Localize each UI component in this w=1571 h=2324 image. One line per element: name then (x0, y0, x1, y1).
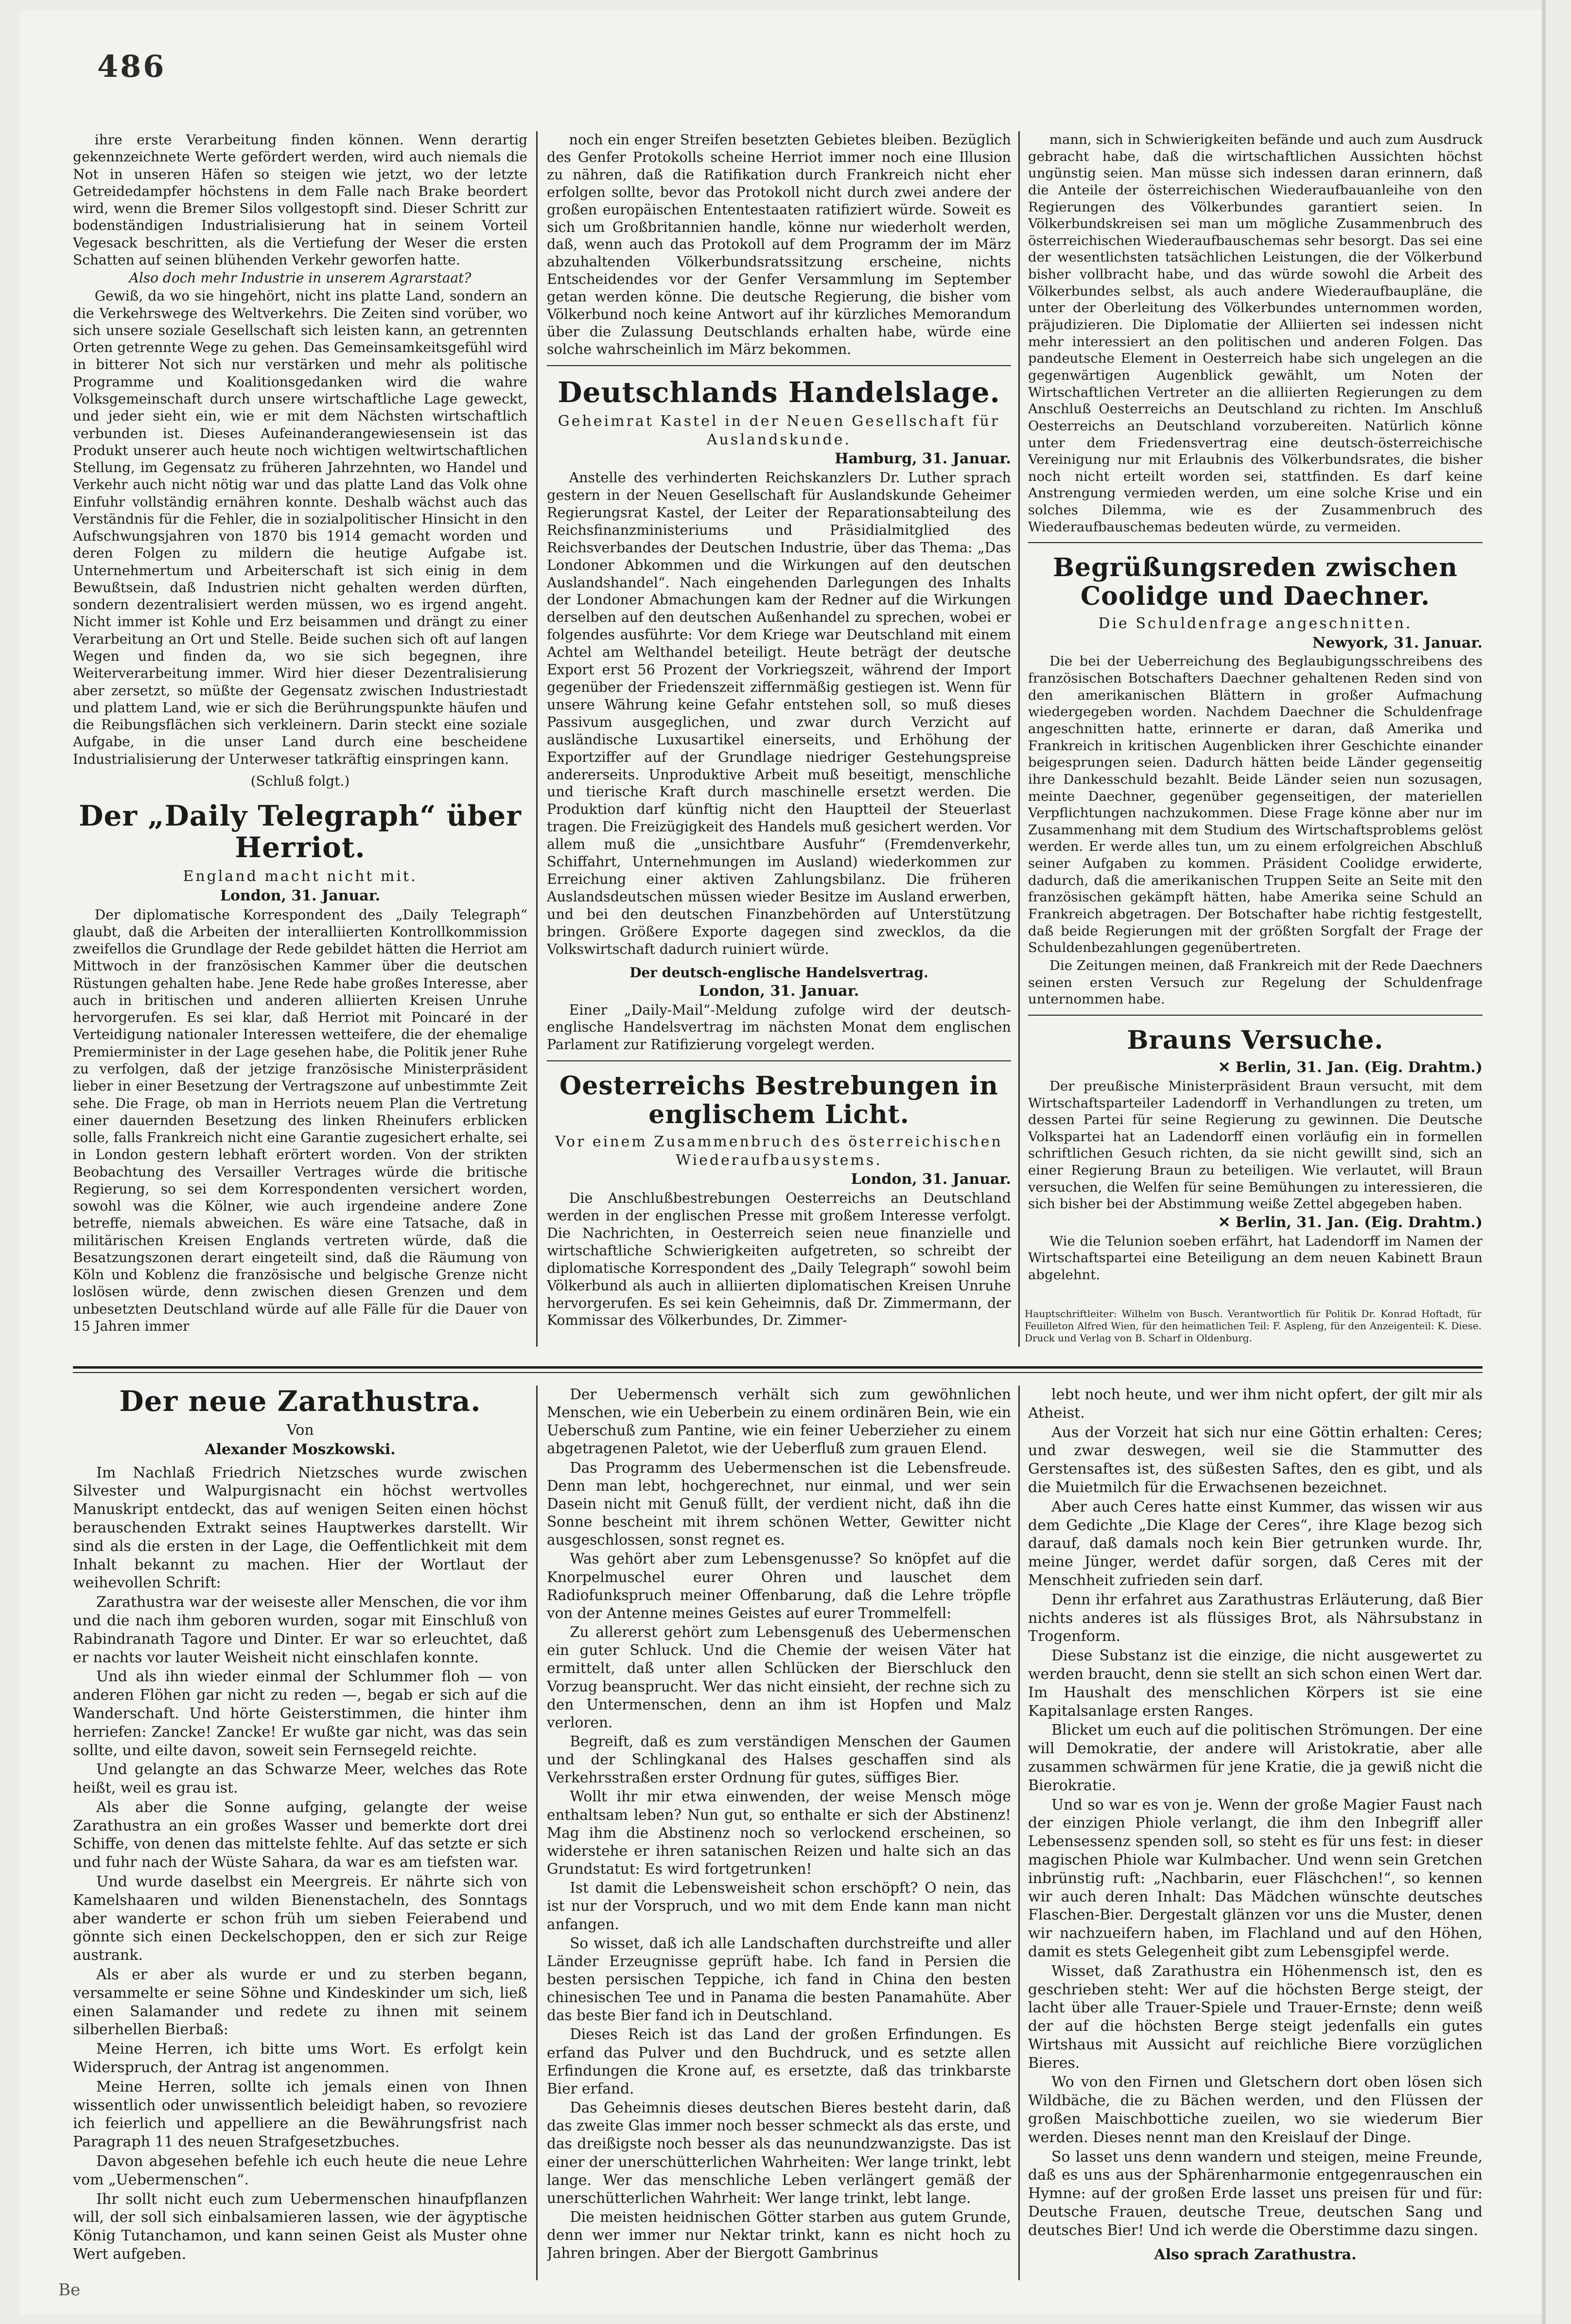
column-divider (536, 1386, 538, 2280)
dateline: ✕ Berlin, 31. Jan. (Eig. Drahtm.) (1218, 1059, 1483, 1076)
closing-line: Also sprach Zarathustra. (1154, 2246, 1357, 2263)
dateline: London, 31. Januar. (698, 982, 859, 1000)
dateline: Hamburg, 31. Januar. (835, 450, 1011, 468)
headline-coolidge: Begrüßungsreden zwischen Coolidge und Daechner. (1053, 553, 1458, 611)
paragraph: Wie die Telunion soeben erfährt, hat Ladendorff im Namen der Wirtschaftspartei eine Beteiligung an dem neuen Kabinett Braun abgelehnt. (1028, 1233, 1483, 1283)
feuilleton-column-1 (73, 1386, 527, 2280)
paragraph: Der Uebermensch verhält sich zum gewöhnlichen Menschen, wie ein Ueberbein zu einem ordinären Bein, wie ein Ueberschuß zum Pantine, wie ein feiner Ueberzieher zu einem abgetragenen Paletot, wie der Ueberfluß zum grauen Elend. (547, 1386, 1011, 1457)
column-3 (1028, 131, 1483, 1303)
headline-handelslage: Deutschlands Handelslage. (558, 375, 1000, 409)
subhead: Geheimrat Kastel in der Neuen Gesellschaft für Auslandskunde. (558, 412, 1000, 448)
column-divider (1018, 131, 1020, 1347)
paragraph: Aber auch Ceres hatte einst Kummer, das wissen wir aus dem Gedichte „Die Klage der Ceres“, ihre Klage bezog sich darauf, daß damals noch kein Bier getrunken wurde. Ihr, meine Jünger, werdet dafür sorgen, daß Ceres mit der Menschheit zufrieden sein darf. (1028, 1498, 1483, 1589)
author: Alexander Moszkowski. (205, 1441, 396, 1458)
paragraph: Die Zeitungen meinen, daß Frankreich mit der Rede Daechners seinen ersten Versuch zur Regelung der Schuldenfrage unternommen habe. (1028, 957, 1483, 1007)
feuilleton-headline: Der neue Zarathustra. (119, 1386, 481, 1418)
dateline: ✕ Berlin, 31. Jan. (Eig. Drahtm.) (1218, 1214, 1483, 1232)
paragraph: Ihr sollt nicht euch zum Uebermenschen hinaufpflanzen will, der soll sich einbalsamieren lassen, wie der ägyptische König Tutanchamon, und kann seinen Geist als Muster ohne Wert aufgeben. (73, 2190, 527, 2263)
feuilleton-column-2 (547, 1386, 1011, 2280)
section-rule (1028, 542, 1483, 543)
section-rule (1028, 1015, 1483, 1016)
paragraph: Wo von den Firnen und Gletschern dort oben lösen sich Wildbäche, die zu Bächen werden, und den Flüssen der großen Maischbottiche zueilen, wo sie wiederum Bier werden. Dieses nennt man den Kreislauf der Dinge. (1028, 2074, 1483, 2146)
paragraph: mann, sich in Schwierigkeiten befände und auch zum Ausdruck gebracht habe, daß die wirtschaftlichen Aussichten höchst ungünstig seien. Man müsse sich indessen daran erinnern, daß die Anteile der österreichischen Wiederaufbauanleihe von den Regierungen des Völkerbundes garantiert seien. In Völkerbundskreisen sei man um mögliche Zusammenbruch des österreichischen Wiederaufbauschemas sehr besorgt. Das sei eine der wesentlichsten tatsächlichen Leistungen, die der Völkerbund bisher vollbracht habe, und das würde sowohl die Arbeit des Völkerbundes selbst, als auch andere Wiederaufbaupläne, die unter der Oberleitung des Völkerbundes unternommen worden, präjudizieren. Die Diplomatie der Alliierten sei indessen nicht mehr interessiert an den politischen und anderen Folgen. Das pandeutsche Element in Oesterreich habe sich ungelegen an die gegenwärtigen Augenblick gewählt, um Noten der Wirtschaftlichen Vertreter an die alliierten Regierungen zu dem Anschluß Oesterreichs an Deutschland zu richten. Im Anschluß Oesterreichs an Deutschland vorzubereiten. Natürlich könne unter dem Friedensvertrag eine deutsch-österreichische Vereinigung nur mit Erlaubnis des Völkerbundsrates, die bisher noch nicht erteilt worden sei, stattfinden. Es darf keine Anstrengung vermieden werden, um eine solche Krise und ein solches Dilemma, wie es der Zusammenbruch des Wiederaufbauschemas bedeuten würde, zu vermeiden. (1028, 132, 1483, 535)
paragraph: Denn ihr erfahret aus Zarathustras Erläuterung, daß Bier nichts anderes ist als flüssiges Brot, als Nährsubstanz in Trogenform. (1028, 1591, 1483, 1645)
paragraph: Meine Herren, sollte ich jemals einen von Ihnen wissentlich oder unwissentlich beleidigt haben, so revoziere ich feierlich und appelliere an die Bewährungsfrist nach Paragraph 11 des neuen Strafgesetzbuches. (73, 2078, 527, 2151)
paragraph: Und gelangte an das Schwarze Meer, welches das Rote heißt, weil es grau ist. (73, 1761, 527, 1797)
paragraph: Das Programm des Uebermenschen ist die Lebensfreude. Denn man lebt, hochgerechnet, nur einmal, und wer sein Dasein nicht mit Genuß füllt, der verdient nicht, daß ihn die Sonne bescheint mit ihrem schönen Wetter, Gewitter nicht ausgeschlossen, sonst regnet es. (547, 1459, 1011, 1549)
subhead: Vor einem Zusammenbruch des österreichischen Wiederaufbausystems. (555, 1133, 1003, 1169)
paragraph: noch ein enger Streifen besetzten Gebietes bleiben. Bezüglich des Genfer Protokolls scheine Herriot immer noch eine Illusion zu nähren, daß die Ratifikation durch Frankreich nicht eher erfolgen sollte, bevor das Protokoll nicht durch zwei andere der großen europäischen Ententestaaten ratifiziert würde. Soweit es sich um Großbritannien handle, könne nur wiederholt werden, daß, wenn auch das Protokoll auf dem Programm der im März abzuhaltenden Völkerbundsratssitzung erscheine, nichts Entscheidendes vor der Genfer Versammlung im September getan werden könne. Die deutsche Regierung, die bisher vom Völkerbund noch keine Antwort auf ihr kürzliches Memorandum über die Zulassung Deutschlands erhalten habe, würde eine solche wahrscheinlich im März bekommen. (547, 132, 1011, 357)
page-number: 486 (97, 49, 166, 84)
headline-daily-telegraph: Der „Daily Telegraph“ über Herriot. (79, 799, 522, 864)
paragraph: Und so war es von je. Wenn der große Magier Faust nach der einzigen Phiole verlangt, die ihm den Inbegriff aller Lebensessenz spenden soll, so steht es für uns fest: in dieser magischen Phiole war Kulmbacher. Und wenn sein Gretchen inbrünstig ruft: „Nachbarin, euer Fläschchen!“, so kennen wir auch deren Inhalt: Das Mädchen wünschte deutsches Flaschen-Bier. Dergestalt glänzen vor uns die Muster, denen wir nachzueifern haben, im Flachland und auf den Höhen, damit es stets Gelegenheit gibt zum Lebensgipfel werde. (1028, 1796, 1483, 1960)
paragraph: Begreift, daß es zum verständigen Menschen der Gaumen und der Schlingkanal des Halses geschaffen sind als Verkehrsstraßen erster Ordnung für gutes, süffiges Bier. (547, 1733, 1011, 1786)
section-separator (73, 1366, 1483, 1369)
paragraph: Gewiß, da wo sie hingehört, nicht ins platte Land, sondern an die Verkehrswege des Weltverkehrs. Die Zeiten sind vorüber, wo sich unsere soziale Gesellschaft sich leisten kann, an getrennten Orten getrennte Wege zu gehen. Das Gemeinsamkeitsgefühl wird in bitterer Not sich nur verstärken und mehr als politische Programme und Koalitionsgedanken wird die wahre Volksgemeinschaft durch unsere wirtschaftliche Lage geweckt, und jeder sieht ein, wie er mit dem Nächsten wirtschaftlich verbunden ist. Dieses Aufeinanderangewiesensein ist das Produkt unserer auch heute noch wichtigen weltwirtschaftlichen Stellung, im Gegensatz zu früheren Jahrzehnten, wo Handel und Verkehr auch nicht nötig war und das platte Land das Volk ohne Einfuhr vollständig ernähren konnte. Deshalb wächst auch das Verständnis für die Fehler, die in sozialpolitischer Hinsicht in den Aufschwungsjahren von 1870 bis 1914 gemacht worden und deren Folgen zu mildern die heutige Aufgabe ist. Unternehmertum und Arbeiterschaft ist sich einig in dem Bewußtsein, daß Industrien nicht gehalten werden dürften, sondern dezentralisiert werden müssen, wo es irgend angeht. Nicht immer ist Kohle und Erz beisammen und drängt zu einer Verarbeitung an Ort und Stelle. Beide suchen sich oft auf langen Wegen und finden da, wo sie sich begegnen, ihre Weiterverarbeitung immer. Wird hier dieser Dezentralisierung aber zersetzt, so müßte der Gegensatz zwischen Industriestadt und plattem Land, wie er sich die Berührungspunkte häufen und die Reibungsflächen sich verkleinern. Darin steckt eine soziale Aufgabe, in die unser Land durch eine bescheidene Industrialisierung der Unterweser tatkräftig einspringen kann. (73, 288, 527, 767)
subhead: Die Schuldenfrage angeschnitten. (1098, 615, 1413, 632)
paragraph: Die meisten heidnischen Götter starben aus gutem Grunde, denn wer immer nur Nektar trinkt, kann es nicht hoch zu Jahren bringen. Aber der Biergott Gambrinus (547, 2209, 1011, 2262)
dateline: London, 31. Januar. (220, 887, 381, 904)
paragraph: Die bei der Ueberreichung des Beglaubigungsschreibens des französischen Botschafters Daechner gehaltenen Reden sind von den amerikanischen Blättern in großer Aufmachung wiedergegeben worden. Nachdem Daechner die Schuldenfrage angeschnitten hatte, erinnerte er daran, daß Amerika und Frankreich in kritischen Augenblicken ihrer Geschichte einander beigesprungen seien. Dadurch hätten beide Länder gegenseitig ihre Dankesschuld bezahlt. Beide Länder seien nun sozusagen, meinte Daechner, gegenüber gegenseitigen, der materiellen Verpflichtungen nachzukommen. Diese Frage könne aber nur im Zusammenhang mit dem Studium des Wirtschaftsproblems gelöst werden. Er werde alles tun, um zu einem erfolgreichen Abschluß seiner Aufgaben zu kommen. Präsident Coolidge erwiderte, dadurch, daß die amerikanischen Truppen Seite an Seite mit den französischen gekämpft hätten, habe Amerika seine Schuld an Frankreich abgetragen. Der Botschafter habe richtig festgestellt, daß beide Regierungen mit der größten Sorgfalt der Frage der Schuldenbezahlungen gegenübertreten. (1028, 653, 1483, 956)
subhead: England macht nicht mit. (183, 868, 418, 885)
paragraph: Davon abgesehen befehle ich euch heute die neue Lehre vom „Uebermenschen“. (73, 2153, 527, 2188)
paragraph: Als aber die Sonne aufging, gelangte der weise Zarathustra an ein großes Wasser und bemerkte dort drei Schiffe, von denen das mittelste fehlte. Auf das setzte er sich und fuhr nach der Wüste Sahara, da war es am tiefsten war. (73, 1798, 527, 1871)
headline-handelsvertrag: Der deutsch-englische Handelsvertrag. (629, 964, 928, 981)
paragraph: Wollt ihr mir etwa einwenden, der weise Mensch möge enthaltsam leben? Nun gut, so enthalte er sich der Abstinenz! Mag ihm die Abstinenz noch so verlockend erscheinen, so widerstehe er ihren satanischen Reizen und halte sich an das Grundstatut: Es wird fortgetrunken! (547, 1788, 1011, 1878)
dateline: London, 31. Januar. (851, 1171, 1011, 1188)
section-rule (547, 365, 1011, 366)
column-2 (547, 131, 1011, 1347)
imprint-notice: Hauptschriftleiter: Wilhelm von Busch. Verantwortlich für Politik Dr. Konrad Hoftadt, für Feuilleton Alfred Wien, für den heimatlichen Teil: F. Aspleng, für den Anzeigenteil: K. Diese. Druck und Verlag von B. Scharf in Oldenburg. (1025, 1308, 1482, 1344)
paragraph: Zarathustra war der weiseste aller Menschen, die vor ihm und die nach ihm geboren wurden, sogar mit Einschluß von Rabindranath Tagore und Dinter. Er war so erleuchtet, daß er nachts vor lauter Weisheit nicht einschlafen konnte. (73, 1594, 527, 1666)
paragraph: Zu allererst gehört zum Lebensgenuß des Uebermenschen ein guter Schluck. Und die Chemie der weisen Väter hat ermittelt, daß unter allen Schlücken der Bierschluck den Vorzug beansprucht. Wer das nicht einsieht, der rechne sich zu den Untermenschen, denn an ihm ist Hopfen und Malz verloren. (547, 1624, 1011, 1731)
paragraph: Meine Herren, ich bitte ums Wort. Es erfolgt kein Widerspruch, der Antrag ist angenommen. (73, 2041, 527, 2077)
paragraph: Im Nachlaß Friedrich Nietzsches wurde zwischen Silvester und Walpurgisnacht ein höchst wertvolles Manuskript entdeckt, das auf wenigen Seiten einen höchst berauschenden Extrakt seines Hauptwerkes darstellt. Wir sind als die ersten in der Lage, die Oeffentlichkeit mit dem Inhalt bekannt zu machen. Hier der Wortlaut der weihevollen Schrift: (73, 1464, 527, 1592)
paragraph: Und als ihn wieder einmal der Schlummer floh — von anderen Flöhen gar nicht zu reden —, begab er sich auf die Wanderschaft. Und hörte Geisterstimmen, die hinter ihm herriefen: Zancke! Zancke! Er wußte gar nicht, was das sein sollte, und eilte davon, soweit sein Fernsegeld reichte. (73, 1668, 527, 1759)
col1-paragraphs (73, 131, 527, 768)
bottom-mark: Be (58, 2280, 81, 2300)
feuilleton-column-3 (1028, 1386, 1483, 2280)
paragraph: Diese Substanz ist die einzige, die nicht ausgewertet zu werden braucht, denn sie stellt an sich schon einen Wert dar. Im Haushalt des menschlichen Körpers ist sie eine Kapitalsanlage ersten Ranges. (1028, 1647, 1483, 1720)
paragraph: So wisset, daß ich alle Landschaften durchstreifte und aller Länder Erzeugnisse geprüft habe. Ich fand in Persien die besten persischen Teppiche, ich fand in China den besten chinesischen Tee und in Panama die besten Panamahüte. Aber das beste Bier fand ich in Deutschland. (547, 1935, 1011, 2024)
column-1 (73, 131, 527, 1347)
paragraph: Einer „Daily-Mail“-Meldung zufolge wird der deutsch-englische Handelsvertrag im nächsten Monat dem englischen Parlament zur Ratifizierung vorgelegt werden. (547, 1002, 1011, 1053)
column-divider (1018, 1386, 1020, 2280)
paragraph: Der diplomatische Korrespondent des „Daily Telegraph“ glaubt, daß die Arbeiten der interalliierten Kontrollkommission zweifellos die Grundlage der Rede gebildet hätten die Herriot am Mittwoch in der französischen Kammer über die deutschen Rüstungen gehalten habe. Jene Rede habe großes Interesse, aber auch in britischen und anderen alliierten Kreisen Unruhe hervorgerufen. Es sei klar, daß Herriot mit Poincaré in der Verteidigung nationaler Interessen wetteifere, die der ehemalige Premierminister in der Lage gesehen habe, die Politik jener Ruhe zu verfolgen, daß der jetzige französische Ministerpräsident lieber in einer Besetzung der Vertragszone auf unbestimmte Zeit sehe. Die Frage, ob man in Herriots neuem Plan die Vertretung einer dauernden Besetzung des linken Rheinufers erblicken solle, falls Frankreich nicht eine Garantie zugesichert erhalte, sei in London gestern lebhaft erörtert worden. Von der strikten Beobachtung des Versailler Vertrages würde die britische Regierung, so sei dem Korrespondenten versichert worden, sowohl was die Kölner, wie auch irgendeine andere Zone betreffe, niemals abweichen. Es wäre eine Tatsache, daß in militärischen Kreisen Englands vertreten würde, daß die Besatzungszonen derart eingeteilt sind, daß die Räumung von Köln und Koblenz die französische und belgische Grenze nicht loslösen würde, denn zwischen diesen Grenzen und dem unbesetzten Deutschland würde auf alle Fälle für die Dauer von 15 Jahren immer (73, 906, 527, 1334)
paragraph: Und wurde daselbst ein Meergreis. Er nährte sich von Kamelshaaren und wilden Bienenstacheln, des Sonntags aber wanderte er schon früh um sieben Feierabend und gönnte sich einen Deckelschoppen, den er sich zur Reige austrank. (73, 1873, 527, 1964)
paragraph: Als er aber als wurde er und zu sterben begann, versammelte er seine Söhne und Kindeskinder um sich, ließ einen Salamander und redete zu ihnen mit seinem silberhellen Bierbaß: (73, 1966, 527, 2039)
paragraph: Dieses Reich ist das Land der großen Erfindungen. Es erfand das Pulver und den Buchdruck, und es setzte allen Erfindungen die Krone auf, es ersetzte, daß das trinkbarste Bier erfand. (547, 2026, 1011, 2097)
paragraph: Der preußische Ministerpräsident Braun versucht, mit dem Wirtschaftsparteiler Ladendorff in Verhandlungen zu treten, um dessen Partei für seine Regierung zu gewinnen. Die Deutsche Volkspartei hat an Ladendorff einen vorläufig ein in formellen schriftlichen Gesuch richten, da sie nicht gewillt sind, sich an einer Regierung Braun zu beteiligen. Wie verlautet, will Braun versuchen, die Welfen für seine Bemühungen zu interessieren, die sich bisher bei der Abstimmung weiße Zettel abgegeben haben. (1028, 1078, 1483, 1212)
headline-brauns-versuche: Brauns Versuche. (1127, 1025, 1384, 1055)
paragraph: Das Geheimnis dieses deutschen Bieres besteht darin, daß das zweite Glas immer noch besser schmeckt als das erste, und das dreißigste noch besser als das neunundzwanzigste. Das ist einer der unerschütterlichen Wahrheiten: Wer lange trinkt, lebt lange. Wer das menschliche Leben verlängert gemäß der unerschütterlichen Wahrheit: Wer lange trinkt, lebt lange. (547, 2099, 1011, 2206)
paragraph-question: Also doch mehr Industrie in unserem Agrarstaat? (129, 270, 471, 286)
paragraph: lebt noch heute, und wer ihm nicht opfert, der gilt mir als Atheist. (1028, 1386, 1483, 1422)
paragraph: Wisset, daß Zarathustra ein Höhenmensch ist, den es geschrieben steht: Wer auf die höchsten Berge steigt, der lacht über alle Trauer-Spiele und Trauer-Ernste; denn weiß der auf die höchsten Berge steigt jedenfalls ein gutes Wirtshaus mit Aussicht auf reichliche Biere vorzüglichen Bieres. (1028, 1962, 1483, 2072)
paragraph: Ist damit die Lebensweisheit schon erschöpft? O nein, das ist nur der Vorspruch, und wo mit dem Ende kann man nicht anfangen. (547, 1880, 1011, 1933)
paragraph: Anstelle des verhinderten Reichskanzlers Dr. Luther sprach gestern in der Neuen Gesellschaft für Auslandskunde Geheimer Regierungsrat Kastel, der Leiter der Reparationsabteilung des Reichsfinanzministeriums und Präsidialmitglied des Reichsverbandes der Deutschen Industrie, über das Thema: „Das Londoner Abkommen und die Wirkungen auf den deutschen Auslandshandel“. Nach eingehenden Darlegungen des Inhalts der Londoner Abmachungen kam der Redner auf die Wirkungen derselben auf den deutschen Außenhandel zu sprechen, wobei er folgendes ausführte: Vor dem Kriege war Deutschland mit einem Achtel am Welthandel beteiligt. Heute beträgt der deutsche Export erst 56 Prozent der Vorkriegszeit, während der Import gegenüber der Friedenszeit ziffernmäßig gestiegen ist. Wenn für unsere Währung keine Gefahr entstehen soll, so muß dieses Passivum ausgeglichen, und zwar durch Verzicht auf ausländische Luxusartikel einerseits, und Erhöhung der Exportziffer auf der Grundlage niedriger Gestehungspreise andererseits. Unproduktive Arbeit muß beseitigt, menschliche und tierische Kraft durch maschinelle ersetzt werden. Die Produktion darf künftig nicht den Hauptteil der Steuerlast tragen. Die Freizügigkeit des Handels muß gesichert werden. Vor allem muß die „unsichtbare Ausfuhr“ (Fremdenverkehr, Schiffahrt, Unternehmungen im Ausland) wiederkommen zur Erreichung einer aktiven Zahlungsbilanz. Die früheren Auslandsdeutschen müssen wieder Besitze im Ausland erwerben, und bei den deutschen Finanzbehörden auf Unterstützung bringen. Größere Exporte dagegen sind zwecklos, da die Volkswirtschaft dadurch ruiniert würde. (547, 470, 1011, 957)
section-rule (547, 1060, 1011, 1061)
continuation-note: (Schluß folgt.) (250, 773, 350, 789)
binding-edge (1542, 0, 1546, 2324)
paragraph: Aus der Vorzeit hat sich nur eine Göttin erhalten: Ceres; und zwar deswegen, weil sie die Stammutter des Gerstensaftes ist, des süßesten Saftes, den es gibt, und als die Muietmilch für die Erwachsenen bezeichnet. (1028, 1424, 1483, 1496)
paragraph: ihre erste Verarbeitung finden können. Wenn derartig gekennzeichnete Werte gefördert werden, wird auch niemals die Not in unseren Häfen so steigen wie jetzt, wo der letzte Getreidedampfer höchstens in dem Falle nach Brake beordert wird, wenn die Bremer Silos vollgestopft sind. Dieser Schritt zur bodenständigen Industrialisierung hat in seinem Vorteil Vegesack beschritten, als die Vertiefung der Weser die ersten Schatten auf seinen blühenden Verkehr geworfen hatte. (73, 132, 527, 268)
byline-von: Von (286, 1421, 314, 1439)
paragraph: Blicket um euch auf die politischen Strömungen. Der eine will Demokratie, der andere will Aristokratie, aber alle zusammen schwärmen für jene Kratie, die ja gewiß nicht die Bierokratie. (1028, 1722, 1483, 1794)
dateline: Newyork, 31. Januar. (1312, 634, 1483, 651)
column-divider (536, 131, 538, 1347)
paragraph: Was gehört aber zum Lebensgenusse? So knöpfet auf die Knorpelmuschel eurer Ohren und lauschet dem Radiofunkspruch meiner Offenbarung, daß die Lehre tröpfle von der Antenne meines Geistes auf eurer Trommelfell: (547, 1550, 1011, 1621)
paragraph: Die Anschlußbestrebungen Oesterreichs an Deutschland werden in der englischen Presse mit großem Interesse verfolgt. Die Nachrichten, in Oesterreich seien neue finanzielle und wirtschaftliche Schwierigkeiten aufgetreten, so schreibt der diplomatische Korrespondent des „Daily Telegraph“ sowohl beim Völkerbund als auch in alliierten diplomatischen Kreisen Unruhe hervorgerufen. Es sei kein Geheimnis, daß Dr. Zimmermann, der Kommissar des Völkerbundes, Dr. Zimmer- (547, 1190, 1011, 1329)
paragraph: So lasset uns denn wandern und steigen, meine Freunde, daß es uns aus der Sphärenharmonie entgegenrauschen ein Hymne: auf der großen Erde lasset uns preisen für und für: Deutsche Frauen, deutsche Treue, deutschen Sang und deutsches Bier! Und ich werde die Oberstimme dazu singen. (1028, 2148, 1483, 2239)
section-separator-thin (73, 1372, 1483, 1373)
headline-oesterreich: Oesterreichs Bestrebungen in englischem Licht. (559, 1071, 998, 1129)
